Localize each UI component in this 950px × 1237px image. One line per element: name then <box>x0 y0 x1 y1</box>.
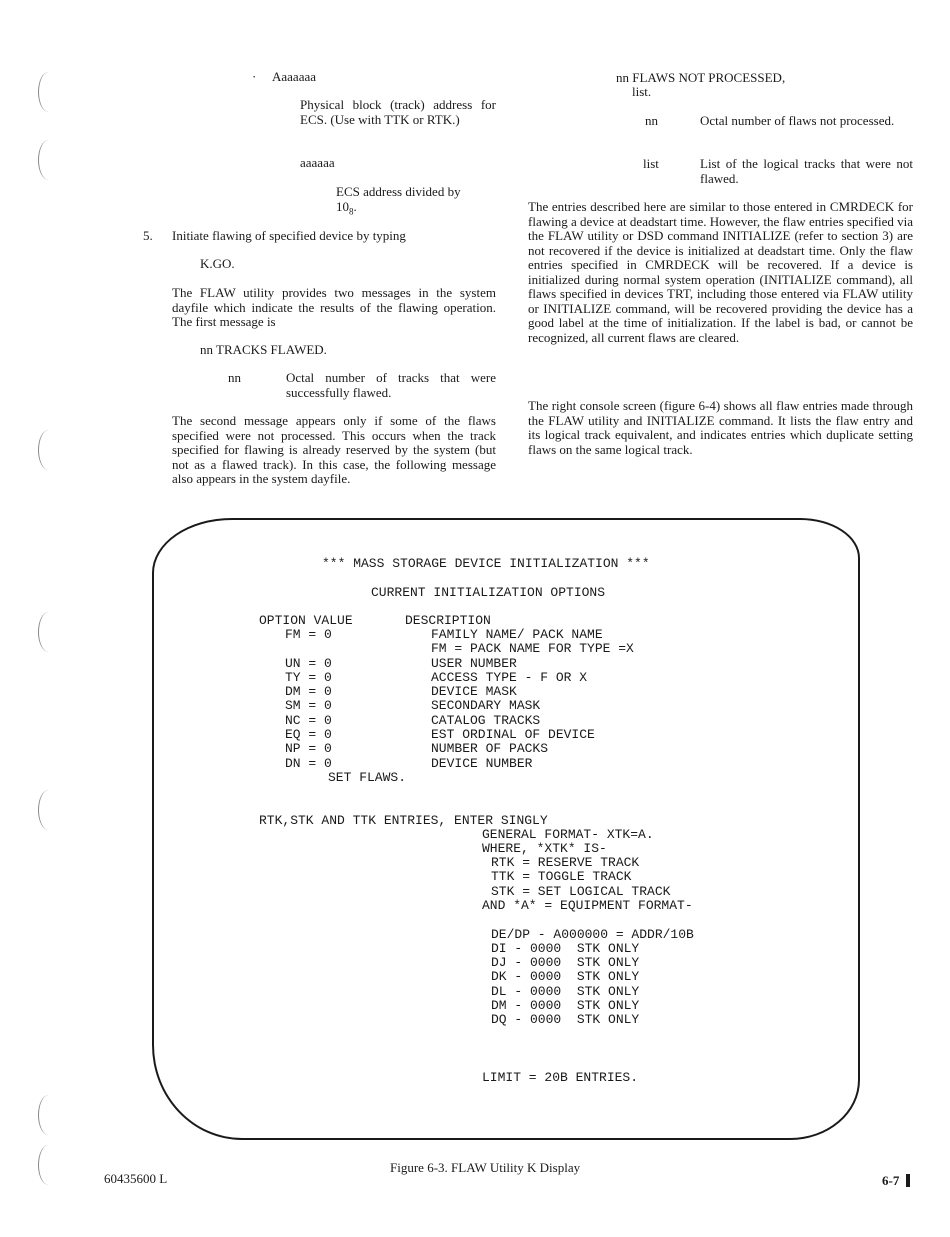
equipment-dl: DL - 0000 STK ONLY <box>491 984 640 999</box>
equipment-de-dp: DE/DP - A000000 = ADDR/10B <box>491 927 694 942</box>
desc-aaaaaa-lower-base: 10 <box>336 198 349 214</box>
para-flaw-messages: The FLAW utility provides two messages in the system dayfile which indicate the results of the flawing operation. The first message is <box>172 285 496 329</box>
desc-aaaaaaa-upper: Physical block (track) address for ECS. (Use with TTK or RTK.) <box>300 97 496 127</box>
change-bar <box>906 1174 910 1187</box>
desc-ty: ACCESS TYPE - F OR X <box>431 669 588 685</box>
param-nn-label: nn <box>228 370 241 385</box>
equipment-dm: DM - 0000 STK ONLY <box>491 998 640 1013</box>
option-fm-continuation <box>285 642 332 656</box>
ttk-line: TTK = TOGGLE TRACK <box>491 869 632 884</box>
equipment-dj: DJ - 0000 STK ONLY <box>491 955 640 970</box>
stk-line: STK = SET LOGICAL TRACK <box>491 884 671 899</box>
desc-aaaaaa-lower-sub: 8 <box>349 206 354 217</box>
msg-list: list. <box>632 84 652 99</box>
equipment-di: DI - 0000 STK ONLY <box>491 941 640 956</box>
desc-fm: FAMILY NAME/ PACK NAME <box>431 627 603 642</box>
page-number <box>882 1174 910 1189</box>
header-option-value: OPTION VALUE <box>259 613 353 628</box>
step5-text: Initiate flawing of specified device by typing <box>172 228 406 243</box>
desc-aaaaaa-lower-text: ECS address divided by <box>336 184 461 199</box>
para-second-message: The second message appears only if some of the flaws specified were not processed. This occurs when the track specified for flawing is already reserved by the system (but not as a flawed track). In this case, the following message also appears in the system dayfile. <box>172 413 496 486</box>
options-desc-column <box>431 628 634 771</box>
option-np: NP = 0 <box>285 741 332 757</box>
limit-line: LIMIT = 20B ENTRIES. <box>482 1070 639 1085</box>
desc-dm: DEVICE MASK <box>431 684 517 700</box>
option-nc: NC = 0 <box>285 712 332 728</box>
equipment-dk: DK - 0000 STK ONLY <box>491 969 640 984</box>
equipment-dq: DQ - 0000 STK ONLY <box>491 1012 640 1027</box>
where-line: WHERE, *XTK* IS- <box>482 841 607 856</box>
option-un: UN = 0 <box>285 655 332 671</box>
page-number-text: 6-7 <box>882 1173 900 1188</box>
header-description: DESCRIPTION <box>405 613 491 628</box>
param-nn-right-desc: Octal number of flaws not processed. <box>700 113 895 128</box>
desc-un: USER NUMBER <box>431 655 517 671</box>
doc-number: 60435600 L <box>104 1171 168 1186</box>
param-nn-desc: Octal number of tracks that were successfully flawed. <box>286 370 496 400</box>
and-a-line: AND *A* = EQUIPMENT FORMAT- <box>482 898 693 913</box>
desc-eq: EST ORDINAL OF DEVICE <box>431 727 595 743</box>
rtk-line: RTK = RESERVE TRACK <box>491 855 640 870</box>
desc-aaaaaa-lower-end: . <box>353 198 357 214</box>
label-aaaaaaa-upper: Aaaaaaa <box>272 69 317 84</box>
option-dm: DM = 0 <box>285 684 332 700</box>
msg-tracks-flawed: nn TRACKS FLAWED. <box>200 342 327 357</box>
desc-nc: CATALOG TRACKS <box>431 712 541 728</box>
param-list-label: list <box>643 156 659 171</box>
param-nn-right-label: nn <box>645 113 658 128</box>
option-fm: FM = 0 <box>285 627 332 642</box>
param-list-desc: List of the logical tracks that were not flawed. <box>700 156 913 186</box>
general-format: GENERAL FORMAT- XTK=A. <box>482 827 654 842</box>
msg-flaws-not-processed: nn FLAWS NOT PROCESSED, <box>616 70 786 85</box>
options-opt-column <box>285 628 332 771</box>
set-flaws: SET FLAWS. <box>328 770 407 785</box>
option-eq: EQ = 0 <box>285 727 332 743</box>
para-entries: The entries described here are similar to those entered in CMRDECK for flawing a device at deadstart time. However, the flaw entries specified via the FLAW utility or DSD command INITIALIZE (refer to section 3) are not recovered if the device is initialized at deadstart time. Only the flaw entries specified in CMRDECK will be recovered. If a device is initialized during normal system operation (INITIALIZE command), all flaws specified in devices TRT, including those entered via FLAW utility or INITIALIZE command, will be recovered providing the device has a good label at the time of initialization. If the label is bad, or cannot be recognized, all current flaws are cleared. <box>528 199 913 345</box>
display-subtitle: CURRENT INITIALIZATION OPTIONS <box>371 585 606 600</box>
entries-line: RTK,STK AND TTK ENTRIES, ENTER SINGLY <box>259 813 548 828</box>
desc-fm-continuation: FM = PACK NAME FOR TYPE =X <box>431 641 634 657</box>
desc-sm: SECONDARY MASK <box>431 698 541 714</box>
command-kgo: K.GO. <box>200 256 235 271</box>
desc-aaaaaa-lower <box>336 185 496 219</box>
label-aaaaaa-lower: aaaaaa <box>300 155 335 170</box>
bullet-dot: · <box>252 69 257 84</box>
option-ty: TY = 0 <box>285 669 332 685</box>
option-dn: DN = 0 <box>285 755 332 771</box>
para-right-console: The right console screen (figure 6-4) shows all flaw entries made through the FLAW utility and INITIALIZE command. It lists the flaw entry and its logical track equivalent, and indicates entries which duplicate setting flaws on the same logical track. <box>528 398 913 457</box>
desc-np: NUMBER OF PACKS <box>431 741 549 757</box>
desc-dn: DEVICE NUMBER <box>431 755 533 771</box>
step5-number: 5. <box>143 228 153 243</box>
display-title: *** MASS STORAGE DEVICE INITIALIZATION *** <box>322 556 650 571</box>
option-sm: SM = 0 <box>285 698 332 714</box>
figure-caption: Figure 6-3. FLAW Utility K Display <box>390 1160 581 1175</box>
